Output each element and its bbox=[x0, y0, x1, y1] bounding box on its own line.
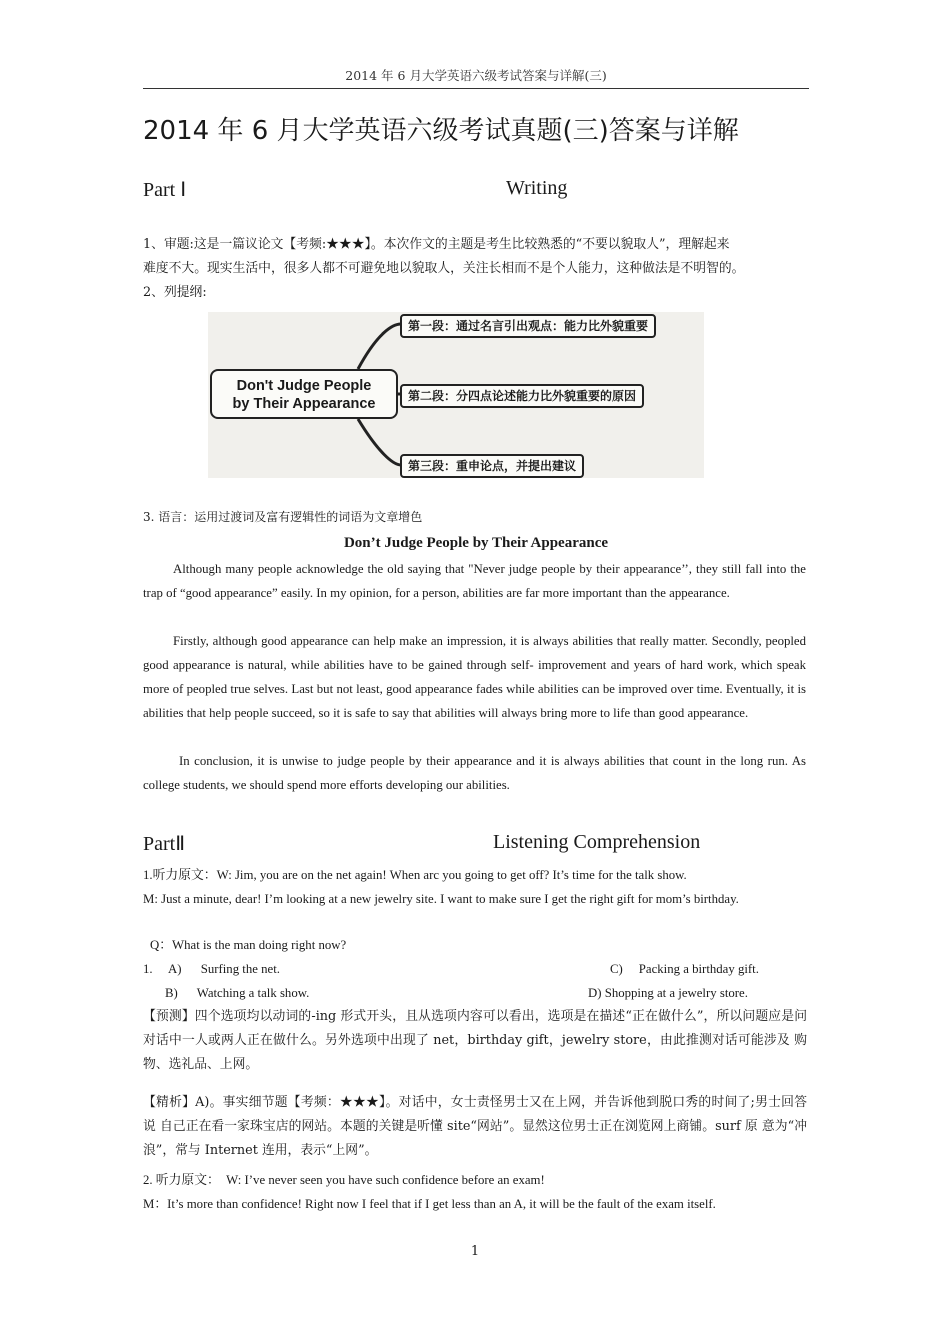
essay-paragraph-2: Firstly, although good appearance can help make an impression, it is always abilities that really matter. Secondly, peopled good appearance is natural, while abilities have to be gained through self- improvement and years of hard work, which speak more of peopled true selves. Last but not least, good appearance fades while abilities can be improved over time. Eventually, it is abilities that help people succeed, so it is safe to say that abilities will always bring more to life than good appearance. bbox=[143, 634, 806, 720]
mindmap-center-line2: by Their Appearance bbox=[232, 396, 376, 412]
mindmap-branch-2: 第二段：分四点论述能力比外貌重要的原因 bbox=[400, 384, 644, 408]
q1-man-line: M: Just a minute, dear! I’m looking at a new jewelry site. I want to make sure I get the right gift for mom’s birthday. bbox=[143, 892, 739, 906]
outline-mindmap bbox=[208, 312, 704, 478]
page-number: 1 bbox=[470, 1244, 480, 1259]
q1-number: 1. bbox=[143, 962, 153, 976]
part1-label: Part Ⅰ bbox=[143, 179, 187, 201]
q1-transcript-w bbox=[143, 863, 687, 887]
q1-option-b: B) Watching a talk show. bbox=[165, 986, 310, 1000]
q1-option-c: C) Packing a birthday gift. bbox=[610, 962, 759, 976]
part1-name: Writing bbox=[506, 177, 568, 199]
q1-transcript-prefix: 1.听力原文： bbox=[143, 868, 217, 882]
writing-point1-line2: 难度不大。现实生活中，很多人都不可避免地以貌取人，关注长相而不是个人能力，这种做法是不明智的。 bbox=[143, 261, 745, 276]
mindmap-center-node bbox=[210, 369, 398, 419]
q1-question: Q：What is the man doing right now? bbox=[150, 938, 347, 952]
writing-point2: 2、列提纲: bbox=[143, 285, 207, 300]
writing-point3: 3. 语言：运用过渡词及富有逻辑性的词语为文章增色 bbox=[143, 510, 423, 524]
q1-option-d: D) Shopping at a jewelry store. bbox=[588, 986, 748, 1000]
connector-top bbox=[358, 324, 401, 369]
q1-analysis: 【精析】A)。事实细节题【考频：★★★】。对话中，女士责怪男士又在上网，并告诉他到脱口秀的时间了;男士回答说 自己正在看一家珠宝店的网站。本题的关键是听懂 site“网站”。显然这位男士正在浏览网上商铺。surf 原 意为“冲浪”，常与 Internet 连用，表示“上网”。 bbox=[143, 1095, 807, 1158]
mindmap-center-line1: Don't Judge People bbox=[236, 378, 372, 394]
mindmap-branch-3: 第三段：重申论点，并提出建议 bbox=[400, 454, 584, 478]
essay-paragraph-1: Although many people acknowledge the old saying that "Never judge people by their appearance’’, they still fall into the trap of “good appearance” easily. In my opinion, for a person, abilities are far more important than the appearance. bbox=[143, 562, 806, 600]
q2-transcript-m: M：It’s more than confidence! Right now I feel that if I get less than an A, it will be the fault of the exam itself. bbox=[143, 1197, 716, 1211]
essay-paragraph-3: In conclusion, it is unwise to judge people by their appearance and it is always abilities that count in the long run. As college students, we should spend more efforts developing our abilities. bbox=[143, 754, 806, 792]
header-rule bbox=[143, 88, 809, 89]
q1-woman-line: W: Jim, you are on the net again! When arc you going to get off? It’s time for the talk show. bbox=[216, 868, 687, 882]
q1-prediction: 【预测】四个选项均以动词的-ing 形式开头，且从选项内容可以看出，选项是在描述“正在做什么”，所以问题应是问对话中一人或两人正在做什么。另外选项中出现了 net，birthday gift，jewelry store，由此推测对话可能涉及 购物、选礼品、上网。 bbox=[143, 1009, 807, 1072]
mindmap-branch-1: 第一段：通过名言引出观点：能力比外貌重要 bbox=[400, 314, 656, 338]
connector-bottom bbox=[358, 419, 401, 465]
writing-point1-line1: 1、审题:这是一篇议论文【考频:★★★】。本次作文的主题是考生比较熟悉的“不要以貌取人”，理解起来 bbox=[143, 237, 730, 252]
page-header: 2014 年 6 月大学英语六级考试答案与详解(三) bbox=[345, 68, 607, 83]
essay-title: Don’t Judge People by Their Appearance bbox=[343, 535, 609, 551]
q1-option-a: A) Surfing the net. bbox=[168, 962, 280, 976]
page-title: 2014 年 6 月大学英语六级考试真题(三)答案与详解 bbox=[143, 116, 739, 146]
part2-label: PartⅡ bbox=[143, 833, 186, 855]
part2-name: Listening Comprehension bbox=[493, 831, 701, 853]
q2-transcript-w: 2. 听力原文： W: I’ve never seen you have such confidence before an exam! bbox=[143, 1173, 545, 1187]
